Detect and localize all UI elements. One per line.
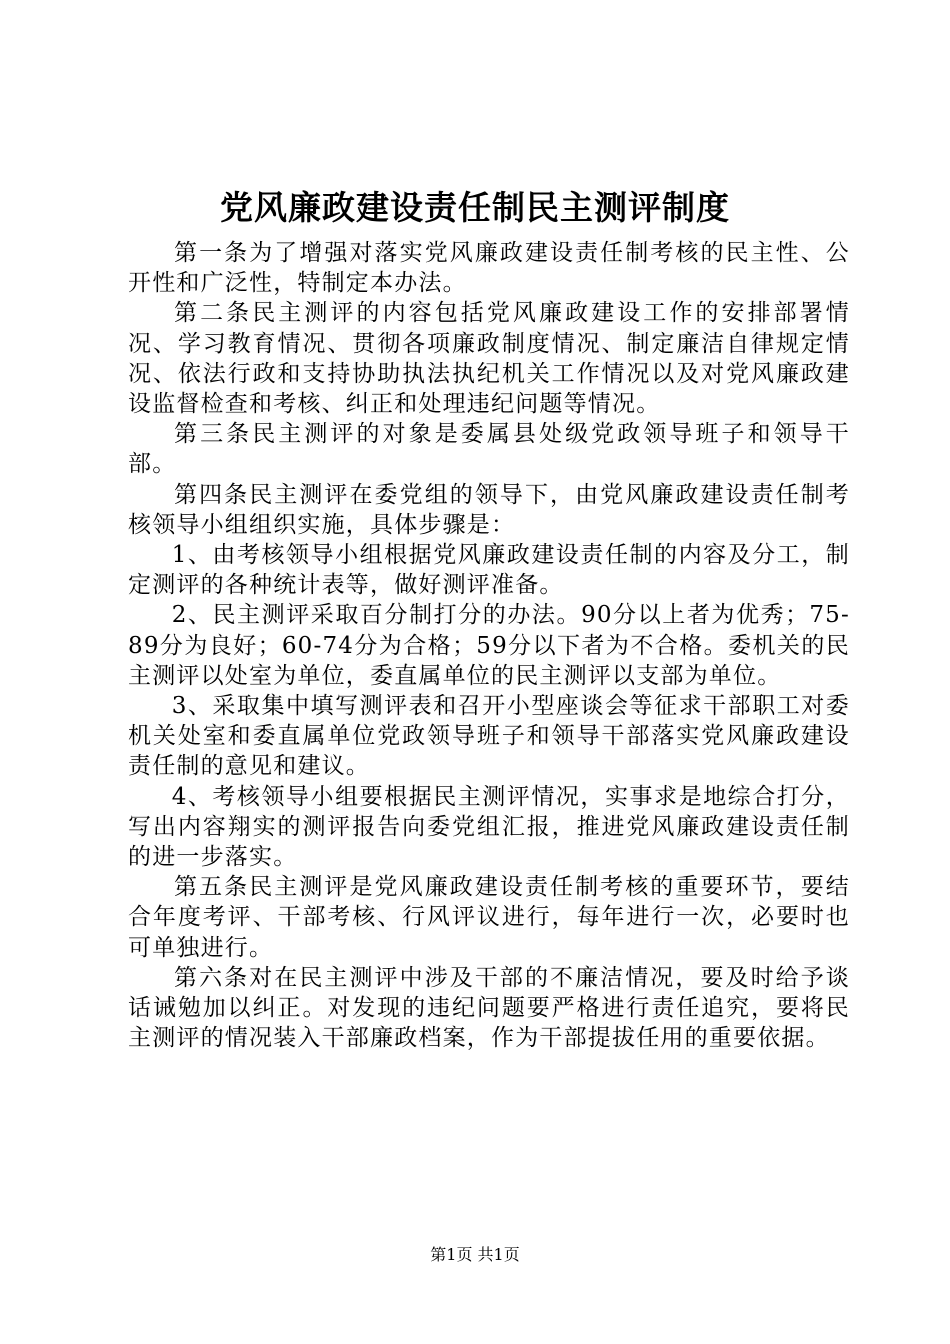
step-2-paragraph: 2、民主测评采取百分制打分的办法。90分以上者为优秀；75-89分为良好；60-74分为合格；59分以下者为不合格。委机关的民主测评以处室为单位，委直属单位的民主测评以支部为单位。 xyxy=(128,602,850,689)
document-title: 党风廉政建设责任制民主测评制度 xyxy=(220,188,730,227)
step-1-paragraph: 1、由考核领导小组根据党风廉政建设责任制的内容及分工，制定测评的各种统计表等，做好测评准备。 xyxy=(128,542,850,599)
article-1-paragraph: 第一条为了增强对落实党风廉政建设责任制考核的民主性、公开性和广泛性，特制定本办法。 xyxy=(128,240,850,297)
article-4-paragraph: 第四条民主测评在委党组的领导下，由党风廉政建设责任制考核领导小组组织实施，具体步骤是： xyxy=(128,481,850,538)
step-3-paragraph: 3、采取集中填写测评表和召开小型座谈会等征求干部职工对委机关处室和委直属单位党政领导班子和领导干部落实党风廉政建设责任制的意见和建议。 xyxy=(128,693,850,780)
article-3-paragraph: 第三条民主测评的对象是委属县处级党政领导班子和领导干部。 xyxy=(128,421,850,478)
article-6-paragraph: 第六条对在民主测评中涉及干部的不廉洁情况，要及时给予谈话诫勉加以纠正。对发现的违纪问题要严格进行责任追究，要将民主测评的情况装入干部廉政档案，作为干部提拔任用的重要依据。 xyxy=(128,964,850,1052)
article-2-paragraph: 第二条民主测评的内容包括党风廉政建设工作的安排部署情况、学习教育情况、贯彻各项廉政制度情况、制定廉洁自律规定情况、依法行政和支持协助执法执纪机关工作情况以及对党风廉政建设监督检查和考核、纠正和处理违纪问题等情况。 xyxy=(128,300,850,418)
page-footer: 第1页 共1页 xyxy=(430,1245,520,1264)
document-body xyxy=(128,238,850,1053)
article-5-paragraph: 第五条民主测评是党风廉政建设责任制考核的重要环节，要结合年度考评、干部考核、行风评议进行，每年进行一次，必要时也可单独进行。 xyxy=(128,874,850,961)
step-4-paragraph: 4、考核领导小组要根据民主测评情况，实事求是地综合打分，写出内容翔实的测评报告向委党组汇报，推进党风廉政建设责任制的进一步落实。 xyxy=(128,783,850,871)
